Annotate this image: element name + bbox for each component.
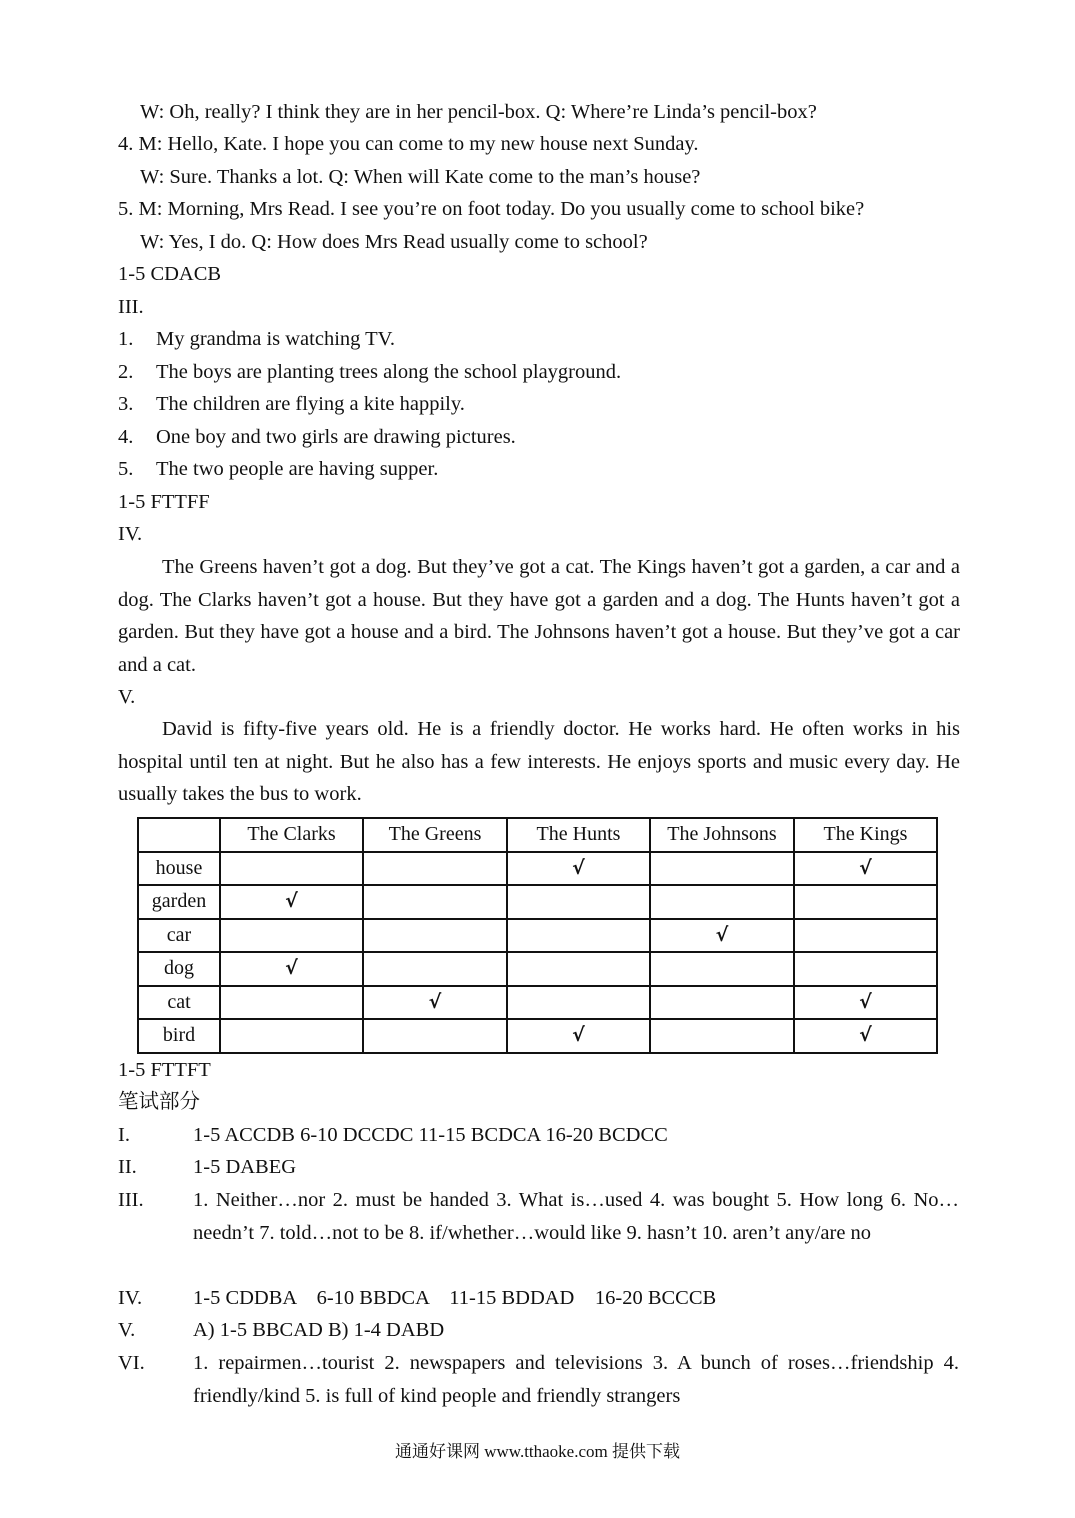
list-item-number: 4. [118, 426, 134, 448]
section-4-heading: IV. [118, 523, 143, 545]
listening-line-4w: W: Sure. Thanks a lot. Q: When will Kate come to the man’s house? [140, 166, 701, 188]
table-cell [650, 1019, 794, 1053]
table-cell [507, 1019, 650, 1053]
table-cell [220, 919, 363, 953]
table-header-cell: The Kings [794, 818, 937, 852]
answer-section-2: 1-5 CDACB [118, 263, 222, 285]
table-cell [363, 986, 507, 1020]
page-footer: 通通好课网 www.tthaoke.com 提供下载 [394, 1442, 681, 1461]
listening-line-4m: 4. M: Hello, Kate. I hope you can come to my new house next Sunday. [118, 133, 699, 155]
check-mark-icon: √ [715, 923, 729, 946]
table-cell [650, 885, 794, 919]
written-section-answer: 1. Neither…nor 2. must be handed 3. What is…used 4. was bought 5. How long 6. No…needn’t 7. told…not to be 8. if/whether…would like 9. hasn’t 10. aren’t any/are no [193, 1189, 959, 1244]
table-cell [363, 1019, 507, 1053]
written-section-number: IV. [118, 1287, 143, 1309]
written-section-answer: A) 1-5 BBCAD B) 1-4 DABD [193, 1319, 445, 1341]
table-row-label: dog [138, 952, 220, 986]
listening-line-5m: 5. M: Morning, Mrs Read. I see you’re on foot today. Do you usually come to school bike? [118, 198, 865, 220]
table-cell [220, 885, 363, 919]
written-section-answer: 1-5 ACCDB 6-10 DCCDC 11-15 BCDCA 16-20 BCDCC [193, 1124, 668, 1146]
table-cell [650, 986, 794, 1020]
table-cell [650, 952, 794, 986]
check-mark-icon: √ [572, 856, 585, 879]
table-row [138, 885, 937, 919]
check-mark-icon: √ [428, 990, 442, 1013]
listening-line-5w: W: Yes, I do. Q: How does Mrs Read usually come to school? [140, 231, 648, 253]
table-cell [794, 919, 937, 953]
written-section-number: III. [118, 1189, 144, 1211]
table-cell [363, 885, 507, 919]
table-header-cell: The Hunts [507, 818, 650, 852]
table-cell [650, 852, 794, 886]
table-row [138, 986, 937, 1020]
table-cell [507, 852, 650, 886]
table-cell [220, 986, 363, 1020]
written-section-number: V. [118, 1319, 136, 1341]
section-5-paragraph [118, 713, 960, 811]
list-item-text: One boy and two girls are drawing pictures. [156, 426, 516, 448]
check-mark-icon: √ [285, 890, 298, 913]
section-5-paragraph-text: David is fifty-five years old. He is a friendly doctor. He works hard. He often works in his hospital until ten at night. But he also has a few interests. He enjoys sports and music every day. He usually takes the bus to work. [118, 718, 960, 805]
table-cell [794, 986, 937, 1020]
written-section-answer: 1-5 CDDBA 6-10 BBDCA 11-15 BDDAD 16-20 BCCCB [193, 1287, 717, 1309]
section-5-heading: V. [118, 686, 136, 708]
table-cell [507, 919, 650, 953]
check-mark-icon: √ [572, 1024, 585, 1047]
written-heading: 笔试部分 [118, 1091, 200, 1113]
table-cell [220, 952, 363, 986]
check-mark-icon: √ [285, 957, 298, 980]
table-cell [650, 919, 794, 953]
table-cell [794, 852, 937, 886]
list-item-text: My grandma is watching TV. [156, 328, 395, 350]
list-item-text: The boys are planting trees along the school playground. [156, 361, 622, 383]
table-row-label: house [138, 852, 220, 886]
check-mark-icon: √ [859, 990, 872, 1013]
table-cell [363, 952, 507, 986]
section-4-paragraph-text: The Greens haven’t got a dog. But they’ve got a cat. The Kings haven’t got a garden, a car and a dog. The Clarks haven’t got a house. But they have got a garden and a dog. The Hunts haven’t got a garden. But they have got a house and a bird. The Johnsons haven’t got a house. But they’ve got a car and a cat. [118, 556, 960, 676]
written-section-number: II. [118, 1156, 137, 1178]
answer-section-3: 1-5 FTTFF [118, 491, 210, 513]
family-items-table [137, 817, 938, 1054]
written-section-answer: 1. repairmen…tourist 2. newspapers and televisions 3. A bunch of roses…friendship 4. friendly/kind 5. is full of kind people and friendly strangers [193, 1352, 959, 1407]
table-header-cell [138, 818, 220, 852]
table-row [138, 919, 937, 953]
table-cell [794, 885, 937, 919]
written-section-number: VI. [118, 1352, 145, 1374]
table-cell [794, 952, 937, 986]
table-row [138, 952, 937, 986]
table-cell [507, 986, 650, 1020]
list-item-number: 1. [118, 328, 134, 350]
table-header-cell: The Johnsons [650, 818, 794, 852]
list-item-text: The children are flying a kite happily. [156, 393, 465, 415]
table-cell [363, 919, 507, 953]
answer-table: 1-5 FTTFT [118, 1059, 211, 1081]
section-4-paragraph [118, 551, 960, 681]
section-3-heading: III. [118, 296, 144, 318]
table-row-label: bird [138, 1019, 220, 1053]
check-mark-icon: √ [859, 856, 872, 879]
table-row-label: car [138, 919, 220, 953]
check-mark-icon: √ [859, 1024, 872, 1047]
table-row [138, 852, 937, 886]
table-row-label: cat [138, 986, 220, 1020]
list-item-number: 3. [118, 393, 134, 415]
table-row-label: garden [138, 885, 220, 919]
list-item-text: The two people are having supper. [156, 458, 439, 480]
table-cell [363, 852, 507, 886]
list-item-number: 2. [118, 361, 134, 383]
table-row [138, 1019, 937, 1053]
table-header-row [138, 818, 937, 852]
table-cell [220, 1019, 363, 1053]
written-section-answer: 1-5 DABEG [193, 1156, 297, 1178]
table-cell [507, 885, 650, 919]
listening-line-3w: W: Oh, really? I think they are in her pencil-box. Q: Where’re Linda’s pencil-box? [140, 101, 817, 123]
table-header-cell: The Greens [363, 818, 507, 852]
list-item-number: 5. [118, 458, 134, 480]
table-cell [507, 952, 650, 986]
table-header-cell: The Clarks [220, 818, 363, 852]
written-section-number: I. [118, 1124, 130, 1146]
table-cell [220, 852, 363, 886]
table-cell [794, 1019, 937, 1053]
